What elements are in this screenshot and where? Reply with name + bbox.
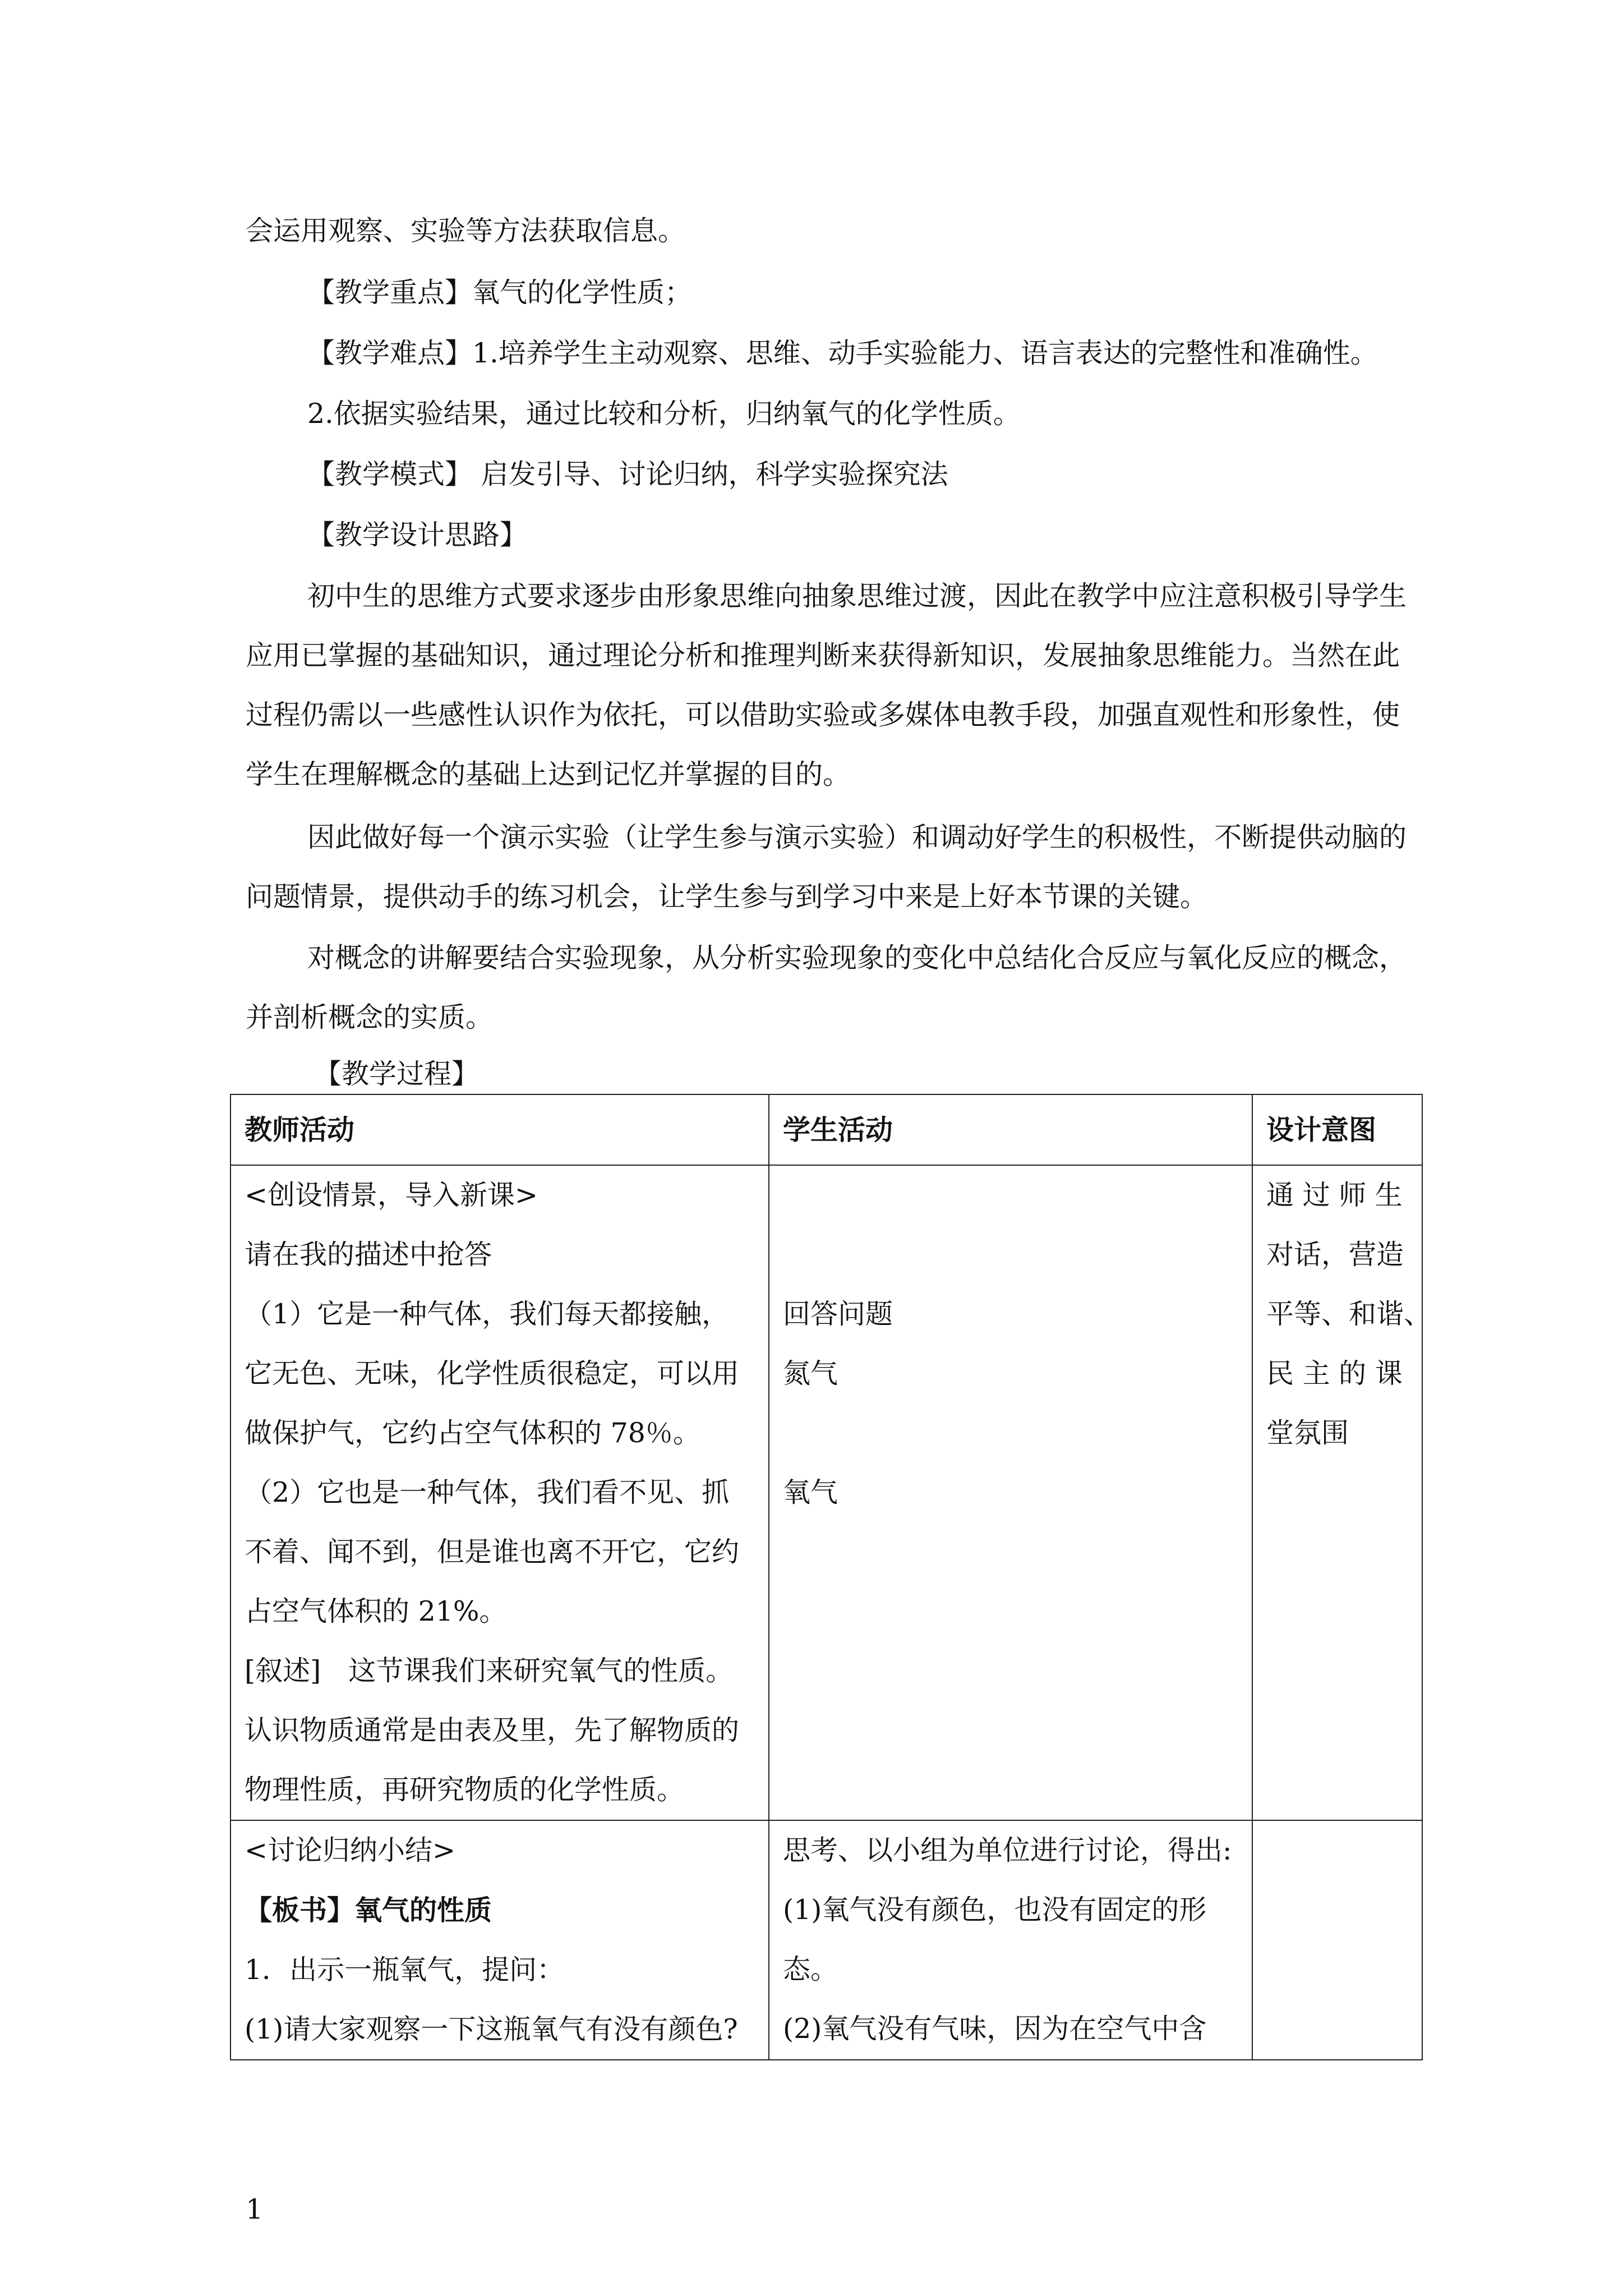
- intro-text: 会运用观察、实验等方法获取信息。: [246, 215, 686, 247]
- teacher-line: (1)请大家观察一下这瓶氧气有没有颜色?: [245, 2013, 738, 2045]
- difficulty-2: 2.依据实验结果，通过比较和分析，归纳氧气的化学性质。: [307, 398, 1021, 430]
- board-label: 【板书】: [245, 1894, 355, 1926]
- board-title: 氧气的性质: [354, 1894, 492, 1926]
- teacher-line: 做保护气，它约占空气体积的 78％。: [245, 1417, 700, 1449]
- teacher-line: 物理性质，再研究物质的化学性质。: [245, 1774, 685, 1806]
- difficulty-1: 【教学难点】1.培养学生主动观察、思维、动手实验能力、语言表达的完整性和准确性。: [307, 337, 1378, 369]
- table-row: [230, 1165, 1422, 1820]
- board-title-line: [245, 1880, 763, 1940]
- teacher-line: [叙述] 这节课我们来研究氧气的性质。: [245, 1655, 734, 1687]
- design-paragraph-3: 对概念的讲解要结合实验现象，从分析实验现象的变化中总结化合反应与氧化反应的概念，并剖析概念的实质。: [246, 942, 1407, 1033]
- design-intent-cell: [1252, 1820, 1422, 2060]
- key-point: 【教学重点】氧气的化学性质；: [307, 277, 693, 309]
- header-student-activity: 学生活动: [769, 1094, 1252, 1165]
- student-activity-cell: [769, 1820, 1252, 2060]
- design-heading: 【教学设计思路】: [307, 519, 528, 551]
- student-line: 回答问题: [783, 1298, 893, 1330]
- teaching-process-table: [230, 1094, 1432, 2060]
- teaching-mode: 【教学模式】 启发引导、讨论归纳，科学实验探究法: [307, 458, 948, 490]
- student-line: 氧气: [783, 1476, 838, 1508]
- intent-line: 对话，营造: [1266, 1239, 1404, 1271]
- teacher-line: 请在我的描述中抢答: [245, 1239, 492, 1271]
- teacher-line: <创设情景，导入新课>: [245, 1179, 538, 1211]
- process-heading: 【教学过程】: [314, 1058, 479, 1090]
- teacher-line: <讨论归纳小结>: [245, 1834, 456, 1866]
- design-intent-cell: [1252, 1165, 1432, 1820]
- student-line: 氮气: [783, 1358, 838, 1389]
- teacher-line: 占空气体积的 21%。: [245, 1595, 507, 1627]
- design-paragraph-2: 因此做好每一个演示实验（让学生参与演示实验）和调动好学生的积极性，不断提供动脑的问题情景，提供动手的练习机会，让学生参与到学习中来是上好本节课的关键。: [246, 821, 1407, 913]
- design-paragraph-1: 初中生的思维方式要求逐步由形象思维向抽象思维过渡，因此在教学中应注意积极引导学生应用已掌握的基础知识，通过理论分析和推理判断来获得新知识，发展抽象思维能力。当然在此过程仍需以一些感性认识作为依托，可以借助实验或多媒体电教手段，加强直观性和形象性，使学生在理解概念的基础上达到记忆并掌握的目的。: [246, 580, 1407, 790]
- intent-line: 堂氛围: [1266, 1417, 1349, 1449]
- teacher-line: 不着、闻不到，但是谁也离不开它，它约: [245, 1536, 740, 1568]
- header-design-intent: 设计意图: [1252, 1094, 1422, 1165]
- teacher-line: 它无色、无味，化学性质很稳定，可以用: [245, 1358, 740, 1389]
- student-line: (2)氧气没有气味，因为在空气中含: [783, 2013, 1207, 2045]
- intent-line: 通 过 师 生: [1266, 1179, 1403, 1211]
- table-header-row: [230, 1094, 1422, 1165]
- teacher-line: 1．出示一瓶氧气，提问：: [245, 1954, 565, 1986]
- student-line: 态。: [783, 1953, 838, 1985]
- table-row: [230, 1820, 1422, 2060]
- page-number: 1: [246, 2193, 264, 2225]
- intent-line: 平等、和谐、: [1266, 1298, 1432, 1330]
- header-teacher-activity: 教师活动: [230, 1094, 769, 1165]
- teacher-line: 认识物质通常是由表及里，先了解物质的: [245, 1714, 740, 1746]
- student-activity-cell: [769, 1165, 1252, 1820]
- intent-line: 民 主 的 课: [1266, 1358, 1403, 1389]
- teacher-line: （2）它也是一种气体，我们看不见、抓: [245, 1476, 730, 1508]
- teacher-line: （1）它是一种气体，我们每天都接触，: [245, 1298, 730, 1330]
- teacher-activity-cell: [230, 1165, 769, 1820]
- teacher-activity-cell: [230, 1820, 769, 2060]
- student-line: (1)氧气没有颜色，也没有固定的形: [783, 1894, 1207, 1926]
- student-line: 思考、以小组为单位进行讨论，得出:: [783, 1834, 1232, 1866]
